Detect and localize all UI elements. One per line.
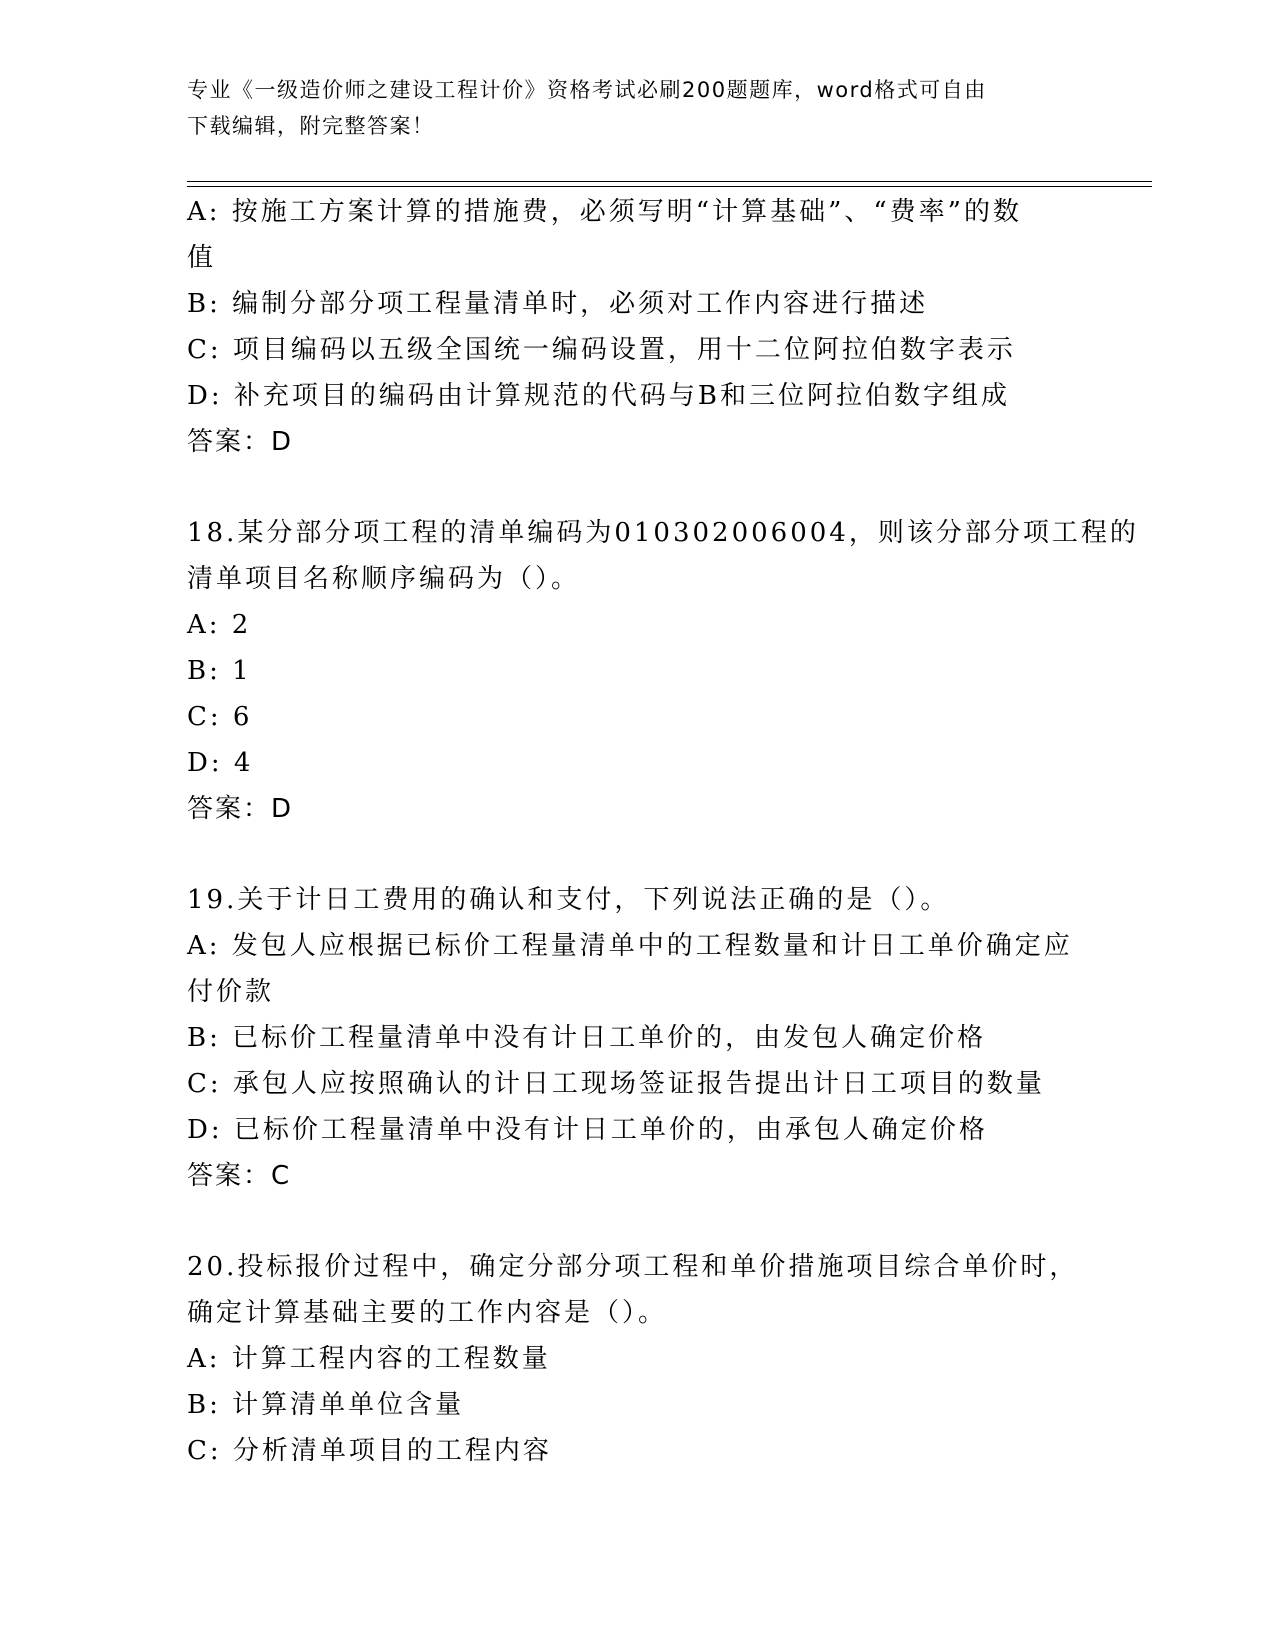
question-20-block (187, 1244, 1087, 1474)
question-stem-line-2: 清单项目名称顺序编码为（）。 (187, 564, 581, 594)
option-b: B: 已标价工程量清单中没有计日工单价的，由发包人确定价格 (187, 1023, 987, 1053)
spacer (187, 465, 1087, 510)
option-c: C: 承包人应按照确认的计日工现场签证报告提出计日工项目的数量 (187, 1069, 1045, 1099)
question-17-block (187, 189, 1087, 465)
document-header (187, 72, 1087, 144)
spacer (187, 832, 1087, 877)
question-stem-line-1: 20.投标报价过程中，确定分部分项工程和单价措施项目综合单价时， (187, 1252, 1079, 1282)
answer: 答案：D (187, 794, 294, 824)
question-stem-line-1: 19.关于计日工费用的确认和支付，下列说法正确的是（）。 (187, 885, 950, 915)
option-a-line-1: A: 发包人应根据已标价工程量清单中的工程数量和计日工单价确定应 (187, 931, 1073, 961)
option-a-line-2: 付价款 (187, 977, 275, 1007)
option-c: C: 6 (187, 702, 253, 732)
option-d: D: 补充项目的编码由计算规范的代码与B和三位阿拉伯数字组成 (187, 381, 1010, 411)
question-content (187, 189, 1139, 1474)
option-d: D: 已标价工程量清单中没有计日工单价的，由承包人确定价格 (187, 1115, 988, 1145)
question-stem-line-1: 18.某分部分项工程的清单编码为010302006004，则该分部分项工程的 (187, 518, 1139, 548)
question-18-block (187, 510, 1139, 832)
header-rule-bottom (187, 186, 1152, 187)
option-b: B: 1 (187, 656, 252, 686)
option-b: B: 编制分部分项工程量清单时，必须对工作内容进行描述 (187, 289, 929, 319)
option-c: C: 项目编码以五级全国统一编码设置，用十二位阿拉伯数字表示 (187, 335, 1016, 365)
answer: 答案：D (187, 427, 294, 457)
answer: 答案：C (187, 1161, 292, 1191)
question-19-block (187, 877, 1087, 1199)
spacer (187, 1199, 1087, 1244)
header-rule-top (187, 181, 1152, 182)
question-stem-line-2: 确定计算基础主要的工作内容是（）。 (187, 1298, 668, 1328)
header-line-1: 专业《一级造价师之建设工程计价》资格考试必刷200题题库，word格式可自由 (187, 78, 987, 102)
option-a: A: 2 (187, 610, 252, 640)
option-a-line-2: 值 (187, 243, 217, 273)
option-b: B: 计算清单单位含量 (187, 1390, 465, 1420)
option-a-line-1: A: 按施工方案计算的措施费，必须写明“计算基础”、“费率”的数 (187, 197, 1022, 227)
header-line-2: 下载编辑，附完整答案！ (187, 114, 435, 138)
option-a: A: 计算工程内容的工程数量 (187, 1344, 551, 1374)
option-c: C: 分析清单项目的工程内容 (187, 1436, 552, 1466)
option-d: D: 4 (187, 748, 254, 778)
